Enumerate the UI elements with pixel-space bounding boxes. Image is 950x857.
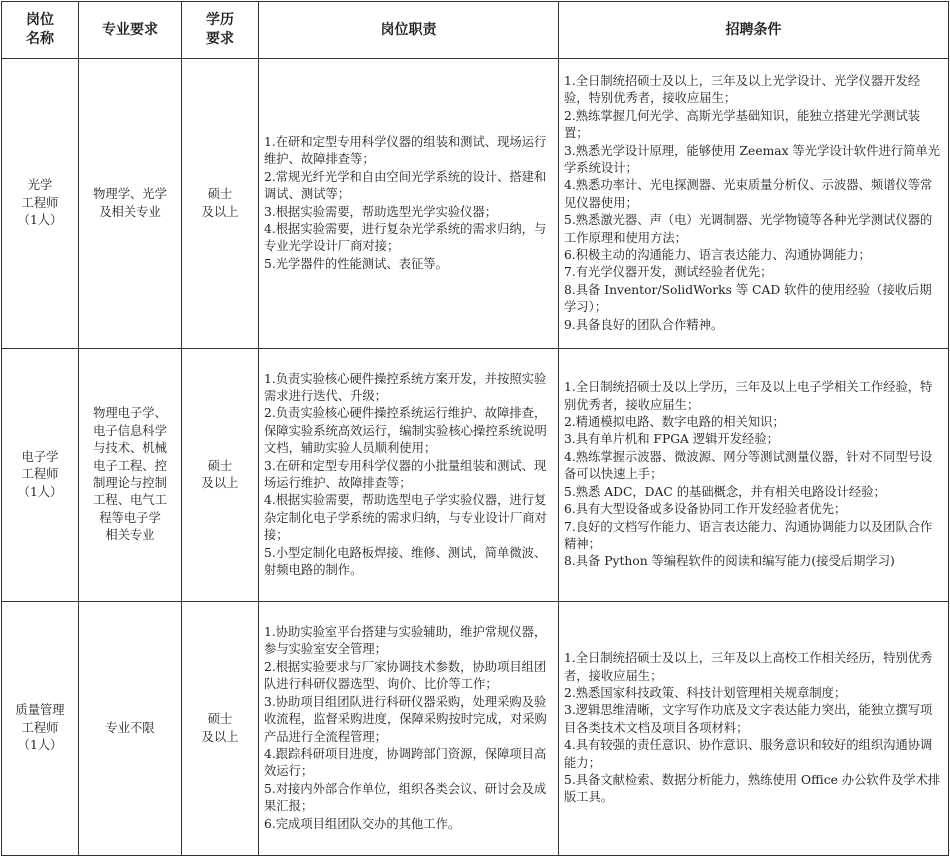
- requirement-item: 9.具备良好的团队合作精神。: [564, 317, 724, 332]
- requirement-item: 5.具备文献检索、数据分析能力，熟练使用 Office 办公软件及学术排版工具。: [564, 773, 941, 805]
- position-name-cell: 光学 工程师 （1人）: [2, 59, 79, 349]
- requirements-cell: [559, 59, 949, 349]
- requirement-item: 5.熟悉激光器、声（电）光调制器、光学物镜等各种光学测试仪器的工作原理和使用方法；: [564, 213, 933, 245]
- duty-item: 3.根据实验需要，帮助选型光学实验仪器；: [264, 204, 498, 219]
- duties-cell: [259, 349, 559, 602]
- duty-item: 1.协助实验室平台搭建与实验辅助，维护常规仪器，参与实验室安全管理；: [264, 625, 547, 657]
- table-row: [2, 59, 949, 349]
- degree-cell: 硕士 及以上: [182, 602, 259, 856]
- duty-item: 1.负责实验核心硬件操控系统方案开发，并按照实验需求进行迭代、升级；: [264, 371, 547, 403]
- duty-item: 4.跟踪科研项目进度，协调跨部门资源，保障项目高效运行；: [264, 746, 547, 779]
- duties-cell: [259, 602, 559, 856]
- degree-cell: 硕士 及以上: [182, 59, 259, 349]
- requirement-item: 5.熟悉 ADC，DAC 的基础概念，并有相关电路设计经验；: [564, 484, 886, 499]
- header-duties: 岗位职责: [259, 2, 559, 59]
- requirement-item: 8.具备 Python 等编程软件的阅读和编写能力(接受后期学习): [564, 554, 895, 569]
- requirement-item: 8.具备 Inventor/SolidWorks 等 CAD 软件的使用经验（接收后期学习）；: [564, 282, 932, 315]
- table-row: [2, 602, 949, 856]
- header-requirements: 招聘条件: [559, 2, 949, 59]
- duty-item: 5.光学器件的性能测试、表征等。: [264, 256, 448, 271]
- duty-item: 4.根据实验需要，帮助选型电子学实验仪器，进行复杂定制化电子学系统的需求归纳，与专业设计厂商对接；: [264, 493, 547, 543]
- major-cell: 物理学、光学 及相关专业: [79, 59, 182, 349]
- requirement-item: 4.熟练掌握示波器、微波源、网分等测试测量仪器，针对不同型号设备可以快速上手；: [564, 449, 933, 482]
- degree-cell: 硕士 及以上: [182, 349, 259, 602]
- duty-item: 4.根据实验需要，进行复杂光学系统的需求归纳，与专业光学设计厂商对接；: [264, 221, 547, 254]
- duty-item: 5.小型定制化电路板焊接、维修、测试，简单微波、射频电路的制作。: [264, 545, 547, 578]
- duty-item: 1.在研和定型专用科学仪器的组装和测试、现场运行维护、故障排查等；: [264, 134, 547, 167]
- recruitment-table: [1, 1, 949, 856]
- position-name-cell: 质量管理 工程师 （1人）: [2, 602, 79, 856]
- duty-item: 3.在研和定型专用科学仪器的小批量组装和测试、现场运行维护、故障排查等；: [264, 458, 547, 490]
- requirement-item: 6.积极主动的沟通能力、语言表达能力、沟通协调能力；: [564, 248, 871, 263]
- requirement-item: 1.全日制统招硕士及以上，三年及以上光学设计、光学仪器开发经验，特别优秀者，接收应届生；: [564, 73, 921, 106]
- major-cell: 专业不限: [79, 602, 182, 856]
- duty-item: 2.常规光纤光学和自由空间光学系统的设计、搭建和调试、测试等；: [264, 169, 547, 202]
- requirement-item: 7.有光学仪器开发，测试经验者优先；: [564, 265, 773, 280]
- requirements-cell: [559, 602, 949, 856]
- header-major: 专业要求: [79, 2, 182, 59]
- requirement-item: 2.熟悉国家科技政策、科技计划管理相关规章制度；: [564, 685, 847, 700]
- requirement-item: 4.熟悉功率计、光电探测器、光束质量分析仪、示波器、频谱仪等常见仪器使用；: [564, 178, 933, 210]
- requirements-cell: [559, 349, 949, 602]
- requirement-item: 3.逻辑思维清晰，文字写作功底及文字表达能力突出，能独立撰写项目各类技术文档及项目各项材料；: [564, 703, 933, 735]
- requirement-item: 1.全日制统招硕士及以上，三年及以上高校工作相关经历，特别优秀者，接收应届生；: [564, 651, 933, 683]
- duties-cell: [259, 59, 559, 349]
- requirement-item: 7.良好的文档写作能力、语言表达能力、沟通协调能力以及团队合作精神；: [564, 519, 933, 551]
- position-name-cell: 电子学 工程师 （1人）: [2, 349, 79, 602]
- duty-item: 2.根据实验要求与厂家协调技术参数，协助项目组团队进行科研仪器选型、询价、比价等工作；: [264, 659, 547, 692]
- duty-item: 6.完成项目组团队交办的其他工作。: [264, 816, 461, 831]
- table-row: [2, 349, 949, 602]
- major-cell: 物理电子学、 电子信息科学 与技术、机械 电子工程、控 制理论与控制 工程、电气工 程等电子学 相关专业: [79, 349, 182, 602]
- requirement-item: 3.具有单片机和 FPGA 逻辑开发经验；: [564, 432, 779, 447]
- requirement-item: 4.具有较强的责任意识、协作意识、服务意识和较好的组织沟通协调能力；: [564, 738, 933, 770]
- duty-item: 2.负责实验核心硬件操控系统运行维护、故障排查，保障实验系统高效运行，编制实验核心操控系统说明文档，辅助实验人员顺利使用；: [264, 406, 547, 456]
- requirement-item: 3.熟悉光学设计原理，能够使用 Zeemax 等光学设计软件进行简单光学系统设计；: [564, 143, 940, 175]
- header-degree: 学历 要求: [182, 2, 259, 59]
- duty-item: 3.协助项目组团队进行科研仪器采购，处理采购及验收流程，监督采购进度，保障采购按时完成，对采购产品进行全流程管理；: [264, 694, 547, 744]
- duty-item: 5.对接内外部合作单位，组织各类会议、研讨会及成果汇报；: [264, 781, 547, 814]
- requirement-item: 2.熟练掌握几何光学、高斯光学基础知识，能独立搭建光学测试装置；: [564, 108, 921, 141]
- requirement-item: 1.全日制统招硕士及以上学历，三年及以上电子学相关工作经验，特别优秀者，接收应届生；: [564, 380, 933, 412]
- header-row: [2, 2, 949, 59]
- header-position-name: 岗位 名称: [2, 2, 79, 59]
- requirement-item: 2.精通模拟电路、数字电路的相关知识；: [564, 415, 785, 430]
- requirement-item: 6.具有大型设备或多设备协同工作开发经验者优先；: [564, 502, 847, 517]
